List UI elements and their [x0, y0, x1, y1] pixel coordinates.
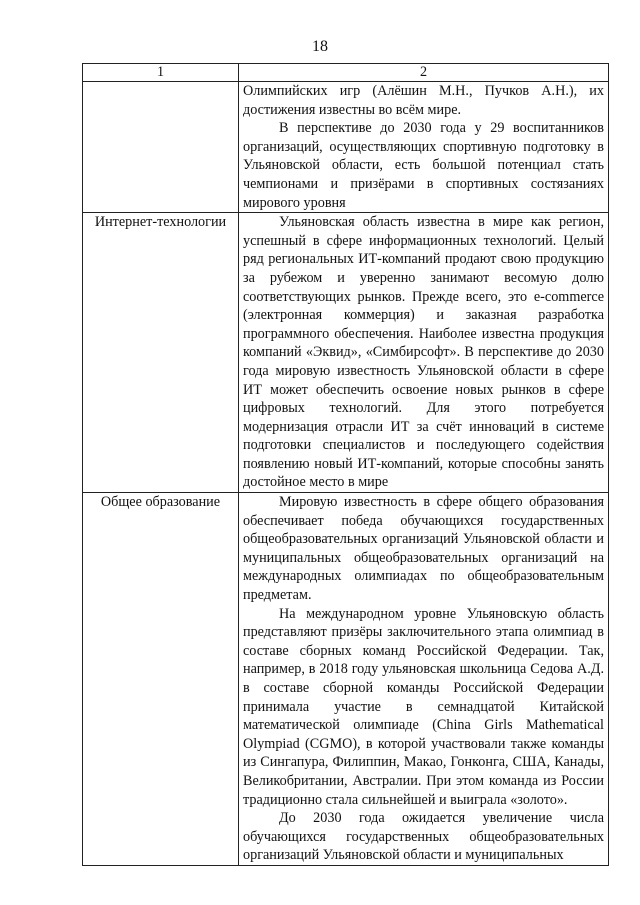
row-label-internet: Интернет-технологии	[83, 213, 239, 493]
paragraph: Ульяновская область известна в мире как регион, успешный в сфере информационных технологий. Целый ряд региональных ИТ-компаний продают свою продукцию за рубежом и уверенно занимают весомую долю соответствующих рынков. Прежде всего, это e-commerce (электронная коммерция) и заказная разработка программного обеспечения. Наиболее известна продукция компаний «Эквид», «Симбирсофт». В перспективе до 2030 года мировую известность Ульяновской области в сфере ИТ может обеспечить освоение новых рынков в сфере цифровых технологий. Для этого потребуется модернизация отрасли ИТ за счёт инноваций в системе подготовки специалистов и последующего содействия появлению новый ИТ-компаний, которые способны занять достойное место в мире	[243, 214, 604, 491]
row-description-internet	[239, 213, 609, 493]
column-header-2: 2	[239, 64, 609, 82]
table-row	[83, 213, 609, 493]
column-header-1: 1	[83, 64, 239, 82]
row-description-education	[239, 493, 609, 866]
table-row	[83, 82, 609, 213]
row-description-sport	[239, 82, 609, 213]
table-row	[83, 493, 609, 866]
page-number: 18	[312, 38, 328, 55]
paragraph: В перспективе до 2030 года у 29 воспитанников организаций, осуществляющих спортивную подготовку в Ульяновской области, есть большой потенциал стать чемпионами и призёрами в спортивных состязаниях мирового уровня	[243, 120, 604, 211]
row-label-education: Общее образование	[83, 493, 239, 866]
row-label-continued	[83, 82, 239, 213]
paragraph: Мировую известность в сфере общего образования обеспечивает победа обучающихся государственных общеобразовательных организаций Ульяновской области и муниципальных общеобразовательных организаций на международных олимпиадах по общеобразовательным предметам.	[243, 494, 604, 604]
table-header-row	[83, 64, 609, 82]
paragraph: До 2030 года ожидается увеличение числа обучающихся государственных общеобразовательных организаций Ульяновской области и муниципальных	[243, 810, 604, 864]
paragraph: Олимпийских игр (Алёшин М.Н., Пучков А.Н.), их достижения известны во всём мире.	[243, 83, 604, 118]
paragraph: На международном уровне Ульяновскую область представляют призёры заключительного этапа олимпиад в составе сборных команд Российской Федерации. Так, например, в 2018 году ульяновская школьница Седова А.Д. в составе сборной команды Российской Федерации принимала участие в семнадцатой Китайской математической олимпиаде (China Girls Mathematical Olympiad (CGMO), в которой участвовали также команды из Сингапура, Филиппин, Макао, Гонконга, США, Канады, Великобритании, Австралии. При этом команда из России традиционно стала сильнейшей и выиграла «золото».	[243, 605, 604, 808]
content-table	[82, 63, 609, 866]
